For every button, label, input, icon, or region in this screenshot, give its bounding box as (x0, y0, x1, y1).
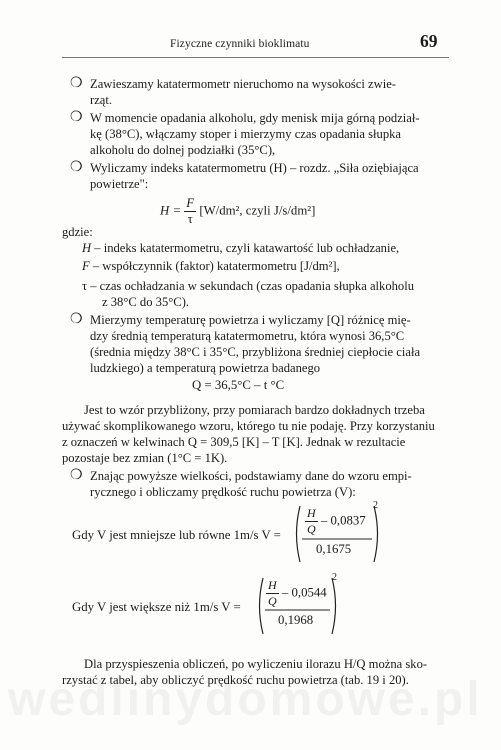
bullet2-line3: alkoholu do dolnej podziałki (35°C), (90, 143, 276, 157)
def-tau-line2: z 38°C do 35°C). (102, 295, 190, 309)
bullet4-line3: (średnia między 38°C i 35°C, przybliżona średniej ciepłocie ciała (90, 345, 421, 359)
watermark (8, 672, 483, 727)
gdzie-label: gdzie: (62, 225, 93, 239)
bullet3-line2: powietrze": (90, 177, 149, 191)
formula4-denominator: 0,1968 (278, 613, 314, 627)
hollow-circle-icon: ❍ (70, 160, 83, 175)
def-f: F – współczynnik (faktor) katatermometru [J/dm²], (82, 259, 340, 273)
paragraph1-line1: Jest to wzór przybliżony, przy pomiarach bardzo dokładnych trzeba (84, 403, 425, 417)
running-head: Fizyczne czynniki bioklimatu (170, 38, 310, 50)
bullet3-line1: Wyliczamy indeks katatermometru (H) – rozdz. „Siła oziębiająca (90, 161, 419, 175)
bullet2-line2: kę (38°C), włączamy stoper i mierzymy czas opadania słupka (90, 127, 402, 141)
formula-h: H = $\frac{F}{\tau}$ [W/dm², czyli J/s/dm²] (160, 196, 316, 226)
formula4-numerator: $\frac{H}{Q} - 0,0544$ (268, 578, 327, 608)
hollow-circle-icon: ❍ (70, 468, 83, 483)
page-number: 69 (420, 31, 438, 51)
bullet5-line2: rycznego i obliczamy prędkość ruchu powietrza (V): (90, 485, 356, 499)
paragraph1-line2: używać skomplikowanego wzoru, którego tu nie podaję. Przy korzystaniu (62, 419, 435, 433)
bullet1-line1: Zawieszamy katatermometr nieruchomo na wysokości zwie- (90, 77, 396, 91)
formula4-exponent: 2 (332, 572, 337, 583)
hollow-circle-icon: ❍ (70, 110, 83, 125)
bullet4-line1: Mierzymy temperaturę powietrza i wyliczamy [Q] różnicę mię- (90, 313, 411, 327)
formula3-denominator: 0,1675 (316, 542, 352, 556)
bullet4-line2: dzy średnią temperaturą katatermometru, która wynosi 36,5°C (90, 329, 405, 343)
formula3-exponent: 2 (373, 500, 378, 511)
formula-q: Q = 36,5°C – t °C (192, 378, 285, 392)
bullet2-line1: W momencie opadania alkoholu, gdy menisk mija górną podział- (90, 111, 420, 125)
bullet1-line2: rząt. (90, 93, 113, 107)
def-tau-line1: τ – czas ochładzania w sekundach (czas opadania słupka alkoholu (82, 279, 415, 293)
paragraph1-line4: pozostaje bez zmian (1°C = 1K). (62, 451, 228, 465)
header-rule (62, 57, 449, 58)
paragraph2-line2: rzystać z tabel, aby obliczyć prędkość ruchu powietrza (tab. 19 i 20). (62, 673, 409, 687)
paragraph2-line1: Dla przyspieszenia obliczeń, po wyliczeniu ilorazu H/Q można sko- (84, 657, 428, 671)
hollow-circle-icon: ❍ (70, 76, 83, 91)
formula4-label: Gdy V jest większe niż 1m/s V = (72, 600, 241, 614)
bullet5-line1: Znając powyższe wielkości, podstawiamy dane do wzoru empi- (90, 469, 412, 483)
paragraph1-line3: z oznaczeń w kelwinach Q = 309,5 [K] – T [K]. Jednak w rezultacie (62, 435, 406, 449)
hollow-circle-icon: ❍ (70, 312, 83, 327)
bullet4-line4: ludzkiego) a temperaturą powietrza badanego (90, 361, 321, 375)
formula3-numerator: $\frac{H}{Q} - 0,0837$ (307, 506, 366, 536)
def-h: H – indeks katatermometru, czyli katawartość lub ochładzanie, (82, 241, 400, 255)
formula3-label: Gdy V jest mniejsze lub równe 1m/s V = (72, 528, 281, 542)
